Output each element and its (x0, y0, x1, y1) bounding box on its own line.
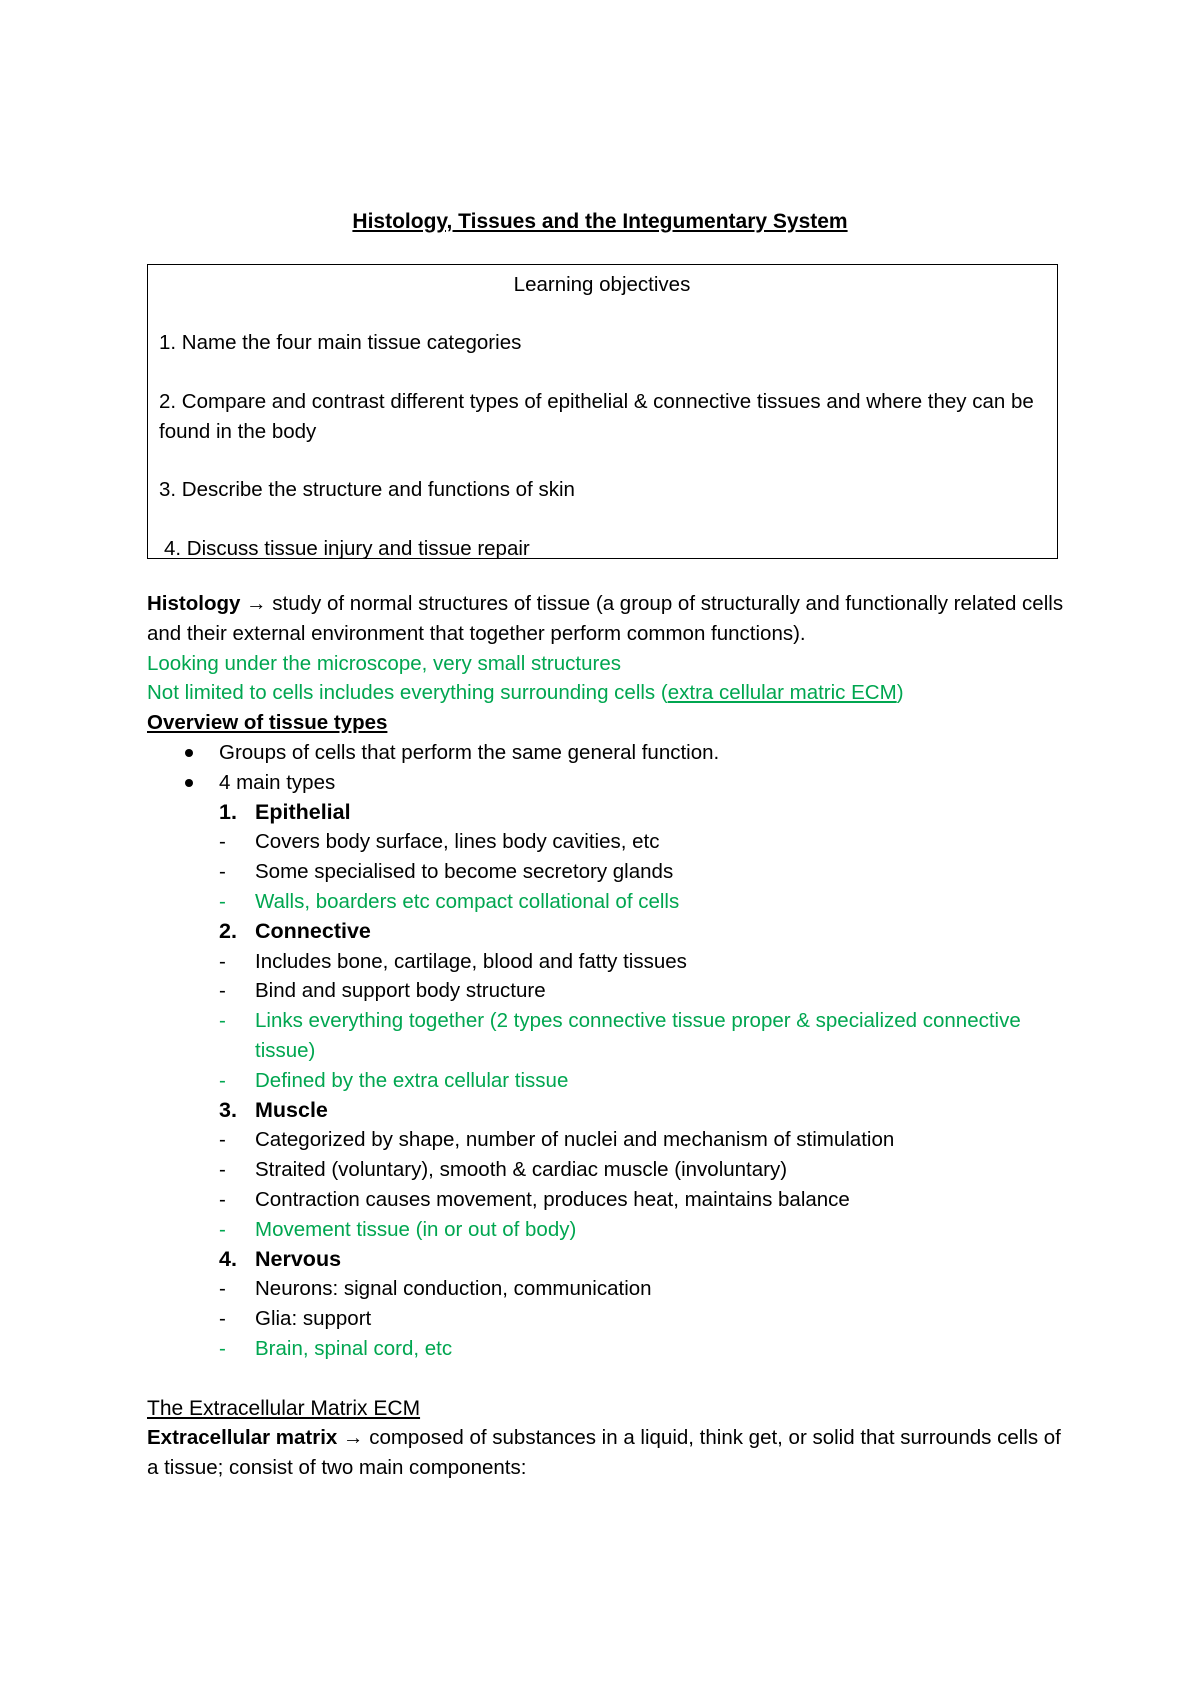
dash-marker: - (219, 1336, 226, 1360)
tissue-type-heading (147, 798, 1067, 828)
dash-marker: - (219, 949, 226, 973)
list-item (147, 1334, 1067, 1364)
dash-marker: - (219, 1158, 226, 1182)
list-item-text: Covers body surface, lines body cavities, etc (255, 830, 660, 854)
list-item-text: Categorized by shape, number of nuclei and mechanism of stimulation (255, 1128, 895, 1152)
histology-definition-text: study of normal structures of tissue (a group of structurally and functionally related cells and their external environment that together perform common functions). (147, 592, 1064, 645)
dash-marker: - (219, 889, 226, 913)
histology-definition (147, 589, 1067, 649)
list-item (147, 1066, 1067, 1096)
objective-item: 4. Discuss tissue injury and tissue repair (164, 537, 530, 561)
list-item (147, 1215, 1067, 1245)
arrow-icon: → (343, 1426, 364, 1450)
list-item-text: Straited (voluntary), smooth & cardiac muscle (involuntary) (255, 1158, 788, 1182)
histology-term: Histology (147, 592, 241, 615)
list-item (147, 1185, 1067, 1215)
learning-objectives-box (147, 264, 1058, 559)
tissue-type-name: Muscle (255, 1097, 328, 1122)
document-title: Histology, Tissues and the Integumentary System (352, 210, 848, 233)
dash-marker: - (219, 1128, 226, 1152)
list-item-text: Includes bone, cartilage, blood and fatty tissues (255, 949, 687, 973)
note-text: Not limited to cells includes everything surrounding cells ( (147, 681, 668, 705)
dash-marker: - (219, 1187, 226, 1211)
list-number: 3. (219, 1097, 237, 1122)
tissue-type-heading (147, 1096, 1067, 1126)
overview-heading: Overview of tissue types (147, 711, 388, 735)
objective-item: 1. Name the four main tissue categories (159, 331, 522, 354)
bullet-item (147, 738, 1067, 768)
list-item-text: Brain, spinal cord, etc (255, 1336, 453, 1360)
list-item (147, 887, 1067, 917)
ecm-heading: The Extracellular Matrix ECM (147, 1396, 421, 1420)
list-item (147, 827, 1067, 857)
bullet-icon (185, 779, 193, 787)
list-number: 2. (219, 918, 237, 943)
dash-marker: - (219, 1217, 226, 1241)
tissue-types-list (147, 798, 1067, 1364)
list-item (147, 857, 1067, 887)
histology-note: Looking under the microscope, very small structures (147, 651, 621, 675)
tissue-type-heading (147, 917, 1067, 947)
bullet-text: 4 main types (219, 770, 336, 794)
dash-marker: - (219, 1009, 226, 1033)
dash-marker: - (219, 1068, 226, 1092)
list-item (147, 1155, 1067, 1185)
dash-marker: - (219, 979, 226, 1003)
list-item-text: Bind and support body structure (255, 979, 546, 1003)
tissue-type-name: Epithelial (255, 799, 351, 824)
histology-note-ecm (147, 678, 1067, 708)
dash-marker: - (219, 860, 226, 884)
list-item (147, 1006, 1067, 1066)
dash-marker: - (219, 1277, 226, 1301)
tissue-type-name: Nervous (255, 1246, 342, 1271)
list-item (147, 1304, 1067, 1334)
overview-heading-row (147, 708, 1067, 738)
list-item-text: Movement tissue (in or out of body) (255, 1217, 577, 1241)
list-number: 1. (219, 799, 237, 824)
list-item-text: Neurons: signal conduction, communication (255, 1277, 652, 1301)
list-item (147, 976, 1067, 1006)
spacer (147, 1364, 1067, 1394)
learning-objectives-heading: Learning objectives (513, 273, 691, 296)
arrow-icon: → (246, 592, 267, 615)
bullet-icon (185, 749, 193, 757)
ecm-definition (147, 1423, 1067, 1483)
list-item-text: Some specialised to become secretory glands (255, 860, 674, 884)
list-item (147, 1274, 1067, 1304)
ecm-term: Extracellular matrix (147, 1426, 338, 1450)
objective-item: 3. Describe the structure and functions of skin (159, 478, 575, 502)
ecm-link-text: extra cellular matric ECM (667, 681, 897, 705)
tissue-type-heading (147, 1245, 1067, 1275)
bullet-item (147, 768, 1067, 798)
list-item-text: Walls, boarders etc compact collational of cells (255, 889, 680, 913)
ecm-heading-row (147, 1394, 1067, 1424)
objective-item: 2. Compare and contrast different types of epithelial & connective tissues and where they can be found in the body (159, 389, 1034, 443)
note-text-end: ) (896, 681, 904, 705)
list-item-text: Glia: support (255, 1307, 372, 1331)
dash-marker: - (219, 1307, 226, 1331)
list-item (147, 947, 1067, 977)
list-item (147, 1125, 1067, 1155)
list-item-text: Defined by the extra cellular tissue (255, 1068, 569, 1092)
ecm-definition-text: composed of substances in a liquid, think get, or solid that surrounds cells of a tissue; consist of two main components: (147, 1426, 1061, 1480)
dash-marker: - (219, 830, 226, 854)
bullet-text: Groups of cells that perform the same general function. (219, 740, 720, 764)
list-item-text: Links everything together (2 types connective tissue proper & specialized connective tissue) (255, 1009, 1021, 1062)
list-number: 4. (219, 1246, 237, 1271)
main-content (147, 589, 1067, 1483)
list-item-text: Contraction causes movement, produces heat, maintains balance (255, 1187, 850, 1211)
tissue-type-name: Connective (255, 918, 371, 943)
